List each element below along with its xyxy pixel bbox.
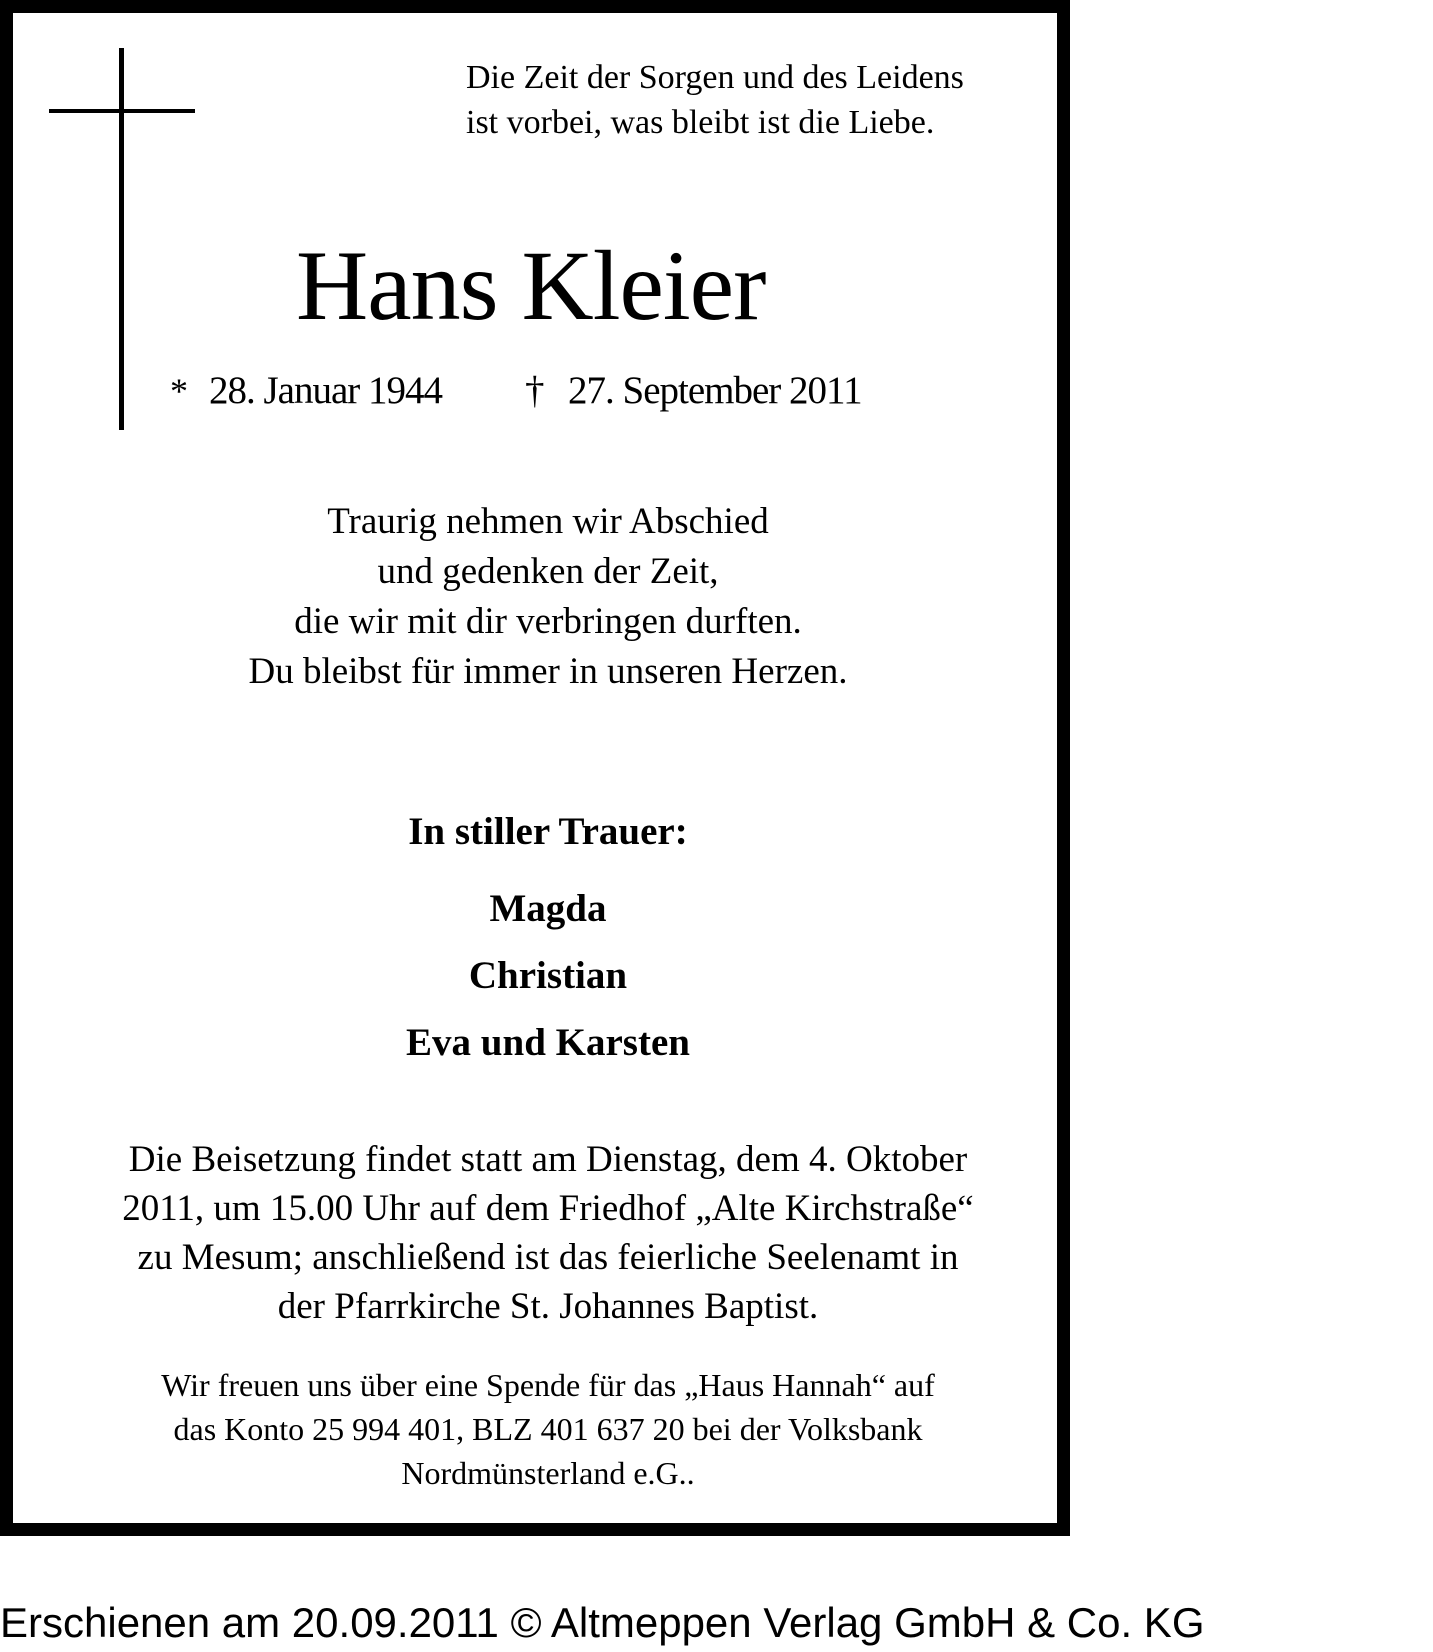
motto-line: Die Zeit der Sorgen und des Leidens: [466, 59, 964, 96]
verse-line: Du bleibst für immer in unseren Herzen.: [248, 651, 848, 692]
mourner-name: Christian: [468, 954, 628, 997]
deceased-name: Hans Kleier: [296, 230, 766, 341]
mourners-list: [13, 875, 1083, 1076]
donation-note: [13, 1363, 1083, 1495]
death-date: 27. September 2011: [568, 369, 862, 412]
cross-icon-crossbar: [49, 109, 195, 113]
verse-line: und gedenken der Zeit,: [377, 551, 719, 592]
funeral-line: 2011, um 15.00 Uhr auf dem Friedhof „Alte Kirchstraße“: [122, 1188, 974, 1229]
donation-line: Nordmünsterland e.G..: [401, 1455, 695, 1491]
donation-line: Wir freuen uns über eine Spende für das „Haus Hannah“ auf: [161, 1367, 935, 1403]
mourners-heading: In stiller Trauer:: [408, 810, 688, 853]
mourner-name: Magda: [489, 887, 607, 930]
verse: [13, 497, 1083, 697]
funeral-line: der Pfarrkirche St. Johannes Baptist.: [277, 1286, 819, 1327]
donation-line: das Konto 25 994 401, BLZ 401 637 20 bei der Volksbank: [173, 1411, 923, 1447]
motto-line: ist vorbei, was bleibt ist die Liebe.: [466, 104, 935, 141]
verse-line: Traurig nehmen wir Abschied: [327, 501, 769, 542]
verse-line: die wir mit dir verbringen durften.: [294, 601, 802, 642]
cross-icon: [119, 48, 124, 430]
birth-date: 28. Januar 1944: [209, 369, 443, 412]
funeral-line: zu Mesum; anschließend ist das feierliche Seelenamt in: [137, 1237, 959, 1278]
motto: [466, 55, 964, 145]
funeral-details: [13, 1135, 1083, 1331]
publication-footer: Erschienen am 20.09.2011 © Altmeppen Verlag GmbH & Co. KG: [0, 1599, 1205, 1646]
mourner-name: Eva und Karsten: [406, 1021, 690, 1064]
birth-symbol: *: [170, 371, 187, 411]
death-symbol: †: [525, 369, 544, 412]
funeral-line: Die Beisetzung findet statt am Dienstag, dem 4. Oktober: [128, 1139, 968, 1180]
